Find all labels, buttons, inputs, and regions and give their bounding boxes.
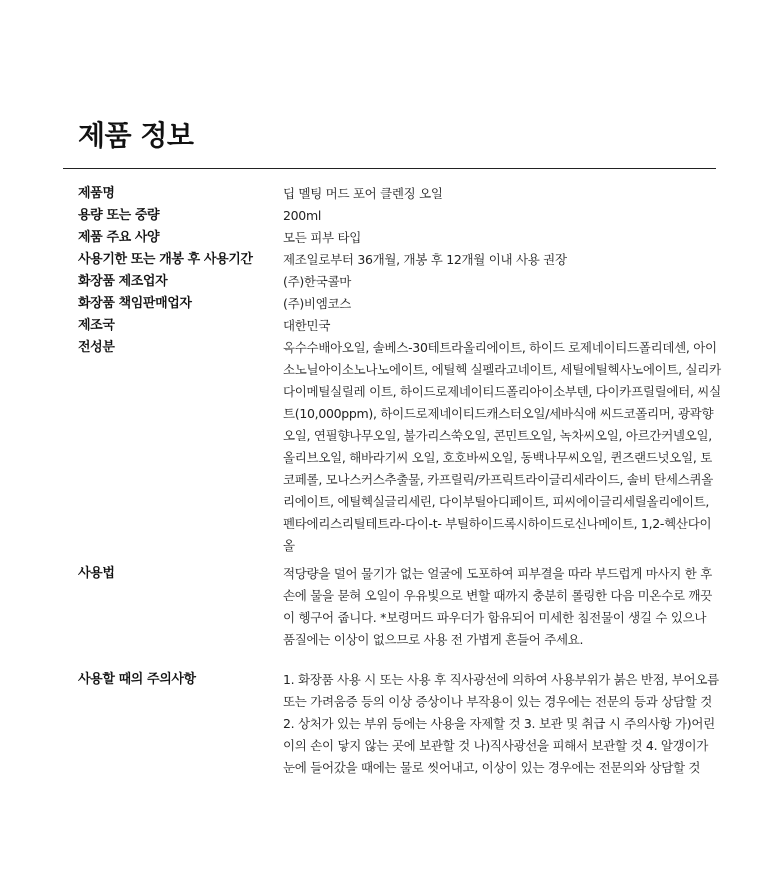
info-row-product-name xyxy=(78,183,718,205)
info-label: 사용할 때의 주의사항 xyxy=(78,672,196,687)
info-value: 모든 피부 타입 xyxy=(283,230,361,245)
info-value: 딥 멜팅 머드 포어 클렌징 오일 xyxy=(283,186,443,201)
info-row-precautions xyxy=(78,669,718,779)
info-value: 적당량을 덜어 물기가 없는 얼굴에 도포하여 피부결을 따라 부드럽게 마사지 한 후 손에 물을 묻혀 오일이 우유빛으로 변할 때까지 충분히 롤링한 다음 미온수로 깨끗이 헹구어 줍니다. *보령머드 파우더가 함유되어 미세한 침전물이 생길 수 있으나 품질에는 이상이 없으므로 사용 전 가볍게 흔들어 주세요. xyxy=(283,566,712,647)
info-value: (주)비엠코스 xyxy=(283,296,352,311)
info-label: 화장품 책임판매업자 xyxy=(78,296,192,311)
info-label: 제품 주요 사양 xyxy=(78,230,160,245)
info-label: 화장품 제조업자 xyxy=(78,274,168,289)
info-label: 제품명 xyxy=(78,186,115,201)
info-value: 제조일로부터 36개월, 개봉 후 12개월 이내 사용 권장 xyxy=(283,252,567,267)
info-row-expiry xyxy=(78,249,718,271)
page-title: 제품 정보 xyxy=(78,119,194,152)
info-label: 사용기한 또는 개봉 후 사용기간 xyxy=(78,252,253,267)
info-row-spec xyxy=(78,227,718,249)
info-row-volume xyxy=(78,205,718,227)
info-value: 옥수수배아오일, 솔베스-30테트라올리에이트, 하이드 로제네이티드폴리데센, 아이소노닐아이소노나노에이트, 에틸헥 실펠라고네이트, 세틸에틸헥사노에이트, 실리카다이메틸실릴레 이트, 하이드로제네이티드폴리아이소부텐, 다이카프릴릴에터, 씨실트(10,000ppm), 하이드로제네이티드캐스터오일/세바식애 씨드코폴리머, 광곽향오일, 연필향나무오일, 불가리스쑥오일, 콘민트오일, 녹차씨오일, 아르간커넬오일, 올리브오일, 해바라기씨 오일, 호호바씨오일, 동백나무씨오일, 퀸즈랜드넛오일, 토코페롤, 모나스커스추출물, 카프릴릭/카프릭트라이글리세라이드, 솔비 탄세스퀴올리에이트, 에틸헥실글리세린, 다이부틸아디페이트, 피씨에이글리세릴올리에이트, 펜타에리스리틸테트라-다이-t- 부틸하이드록시하이드로신나메이트, 1,2-헥산다이올 xyxy=(283,340,721,553)
info-value: 200ml xyxy=(283,208,322,223)
info-value: 1. 화장품 사용 시 또는 사용 후 직사광선에 의하여 사용부위가 붉은 반점, 부어오름 또는 가려움증 등의 이상 증상이나 부작용이 있는 경우에는 전문의 등과 상담할 것 2. 상처가 있는 부위 등에는 사용을 자제할 것 3. 보관 및 취급 시 주의사항 가)어린이의 손이 닿지 않는 곳에 보관할 것 나)직사광선을 피해서 보관할 것 4. 알갱이가 눈에 들어갔을 때에는 물로 씻어내고, 이상이 있는 경우에는 전문의와 상담할 것 xyxy=(283,672,719,775)
info-value: (주)한국콜마 xyxy=(283,274,352,289)
title-divider xyxy=(63,168,716,169)
info-label: 용량 또는 중량 xyxy=(78,208,160,223)
info-row-manufacturer xyxy=(78,271,718,293)
info-row-distributor xyxy=(78,293,718,315)
product-info-table xyxy=(78,183,721,779)
info-label: 제조국 xyxy=(78,318,115,333)
info-row-country xyxy=(78,315,718,337)
info-row-ingredients xyxy=(78,337,721,557)
info-label: 사용법 xyxy=(78,566,115,581)
info-value: 대한민국 xyxy=(283,318,331,333)
info-row-usage xyxy=(78,563,718,651)
info-label: 전성분 xyxy=(78,340,115,355)
